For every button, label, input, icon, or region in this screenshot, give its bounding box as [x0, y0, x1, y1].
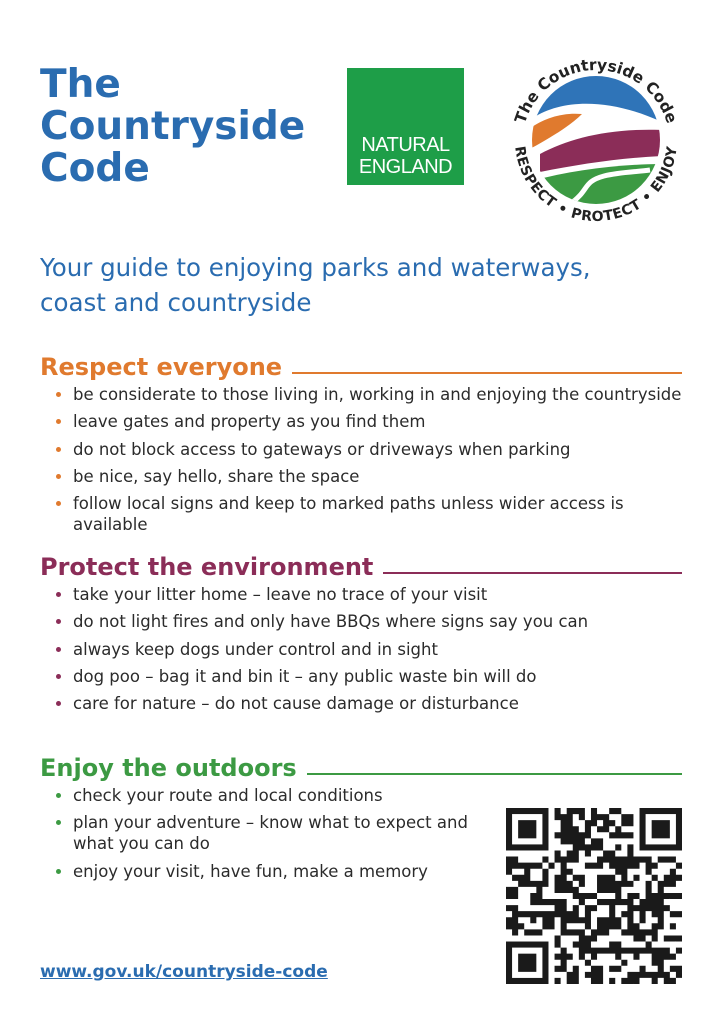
section-respect-everyone — [40, 352, 682, 541]
logo-bottom-text: RESPECT • PROTECT • ENJOY — [511, 145, 681, 224]
section-heading: Respect everyone — [40, 353, 283, 381]
section-divider — [292, 372, 682, 374]
qr-code-icon[interactable] — [506, 808, 682, 984]
subtitle: Your guide to enjoying parks and waterways, coast and countryside — [40, 253, 591, 317]
section-header — [40, 352, 682, 382]
list-item: plan your adventure – know what to expect and what you can do — [40, 812, 480, 854]
bullet-list — [40, 384, 682, 535]
logo-text: ENGLAND — [358, 156, 453, 178]
page-title — [40, 64, 305, 190]
title-line: Countryside — [40, 104, 306, 149]
list-item: leave gates and property as you find them — [40, 411, 682, 432]
list-item: enjoy your visit, have fun, make a memory — [40, 861, 480, 882]
bullet-list — [40, 785, 480, 882]
section-header — [40, 753, 682, 783]
list-item: care for nature – do not cause damage or disturbance — [40, 693, 682, 714]
list-item: do not block access to gateways or driveways when parking — [40, 439, 682, 460]
section-header — [40, 552, 682, 582]
list-item: dog poo – bag it and bin it – any public waste bin will do — [40, 666, 682, 687]
bullet-list — [40, 584, 682, 714]
title-line: Code — [40, 146, 150, 191]
logo-text: NATURAL — [361, 134, 450, 156]
title-line: The — [40, 62, 121, 107]
list-item: check your route and local conditions — [40, 785, 480, 806]
countryside-code-logo — [500, 42, 690, 224]
list-item: be nice, say hello, share the space — [40, 466, 682, 487]
section-heading: Enjoy the outdoors — [40, 754, 297, 782]
section-divider — [383, 572, 682, 574]
natural-england-logo — [347, 68, 464, 185]
logo-top-text: The Countryside Code — [511, 55, 681, 126]
list-item: do not light fires and only have BBQs where signs say you can — [40, 611, 682, 632]
list-item: take your litter home – leave no trace of your visit — [40, 584, 682, 605]
countryside-code-link[interactable]: www.gov.uk/countryside-code — [40, 962, 328, 982]
list-item: be considerate to those living in, working in and enjoying the countryside — [40, 384, 682, 405]
section-heading: Protect the environment — [40, 553, 374, 581]
list-item: follow local signs and keep to marked paths unless wider access is available — [40, 493, 682, 535]
list-item: always keep dogs under control and in sight — [40, 639, 682, 660]
section-protect-environment — [40, 552, 682, 720]
section-divider — [307, 773, 682, 775]
